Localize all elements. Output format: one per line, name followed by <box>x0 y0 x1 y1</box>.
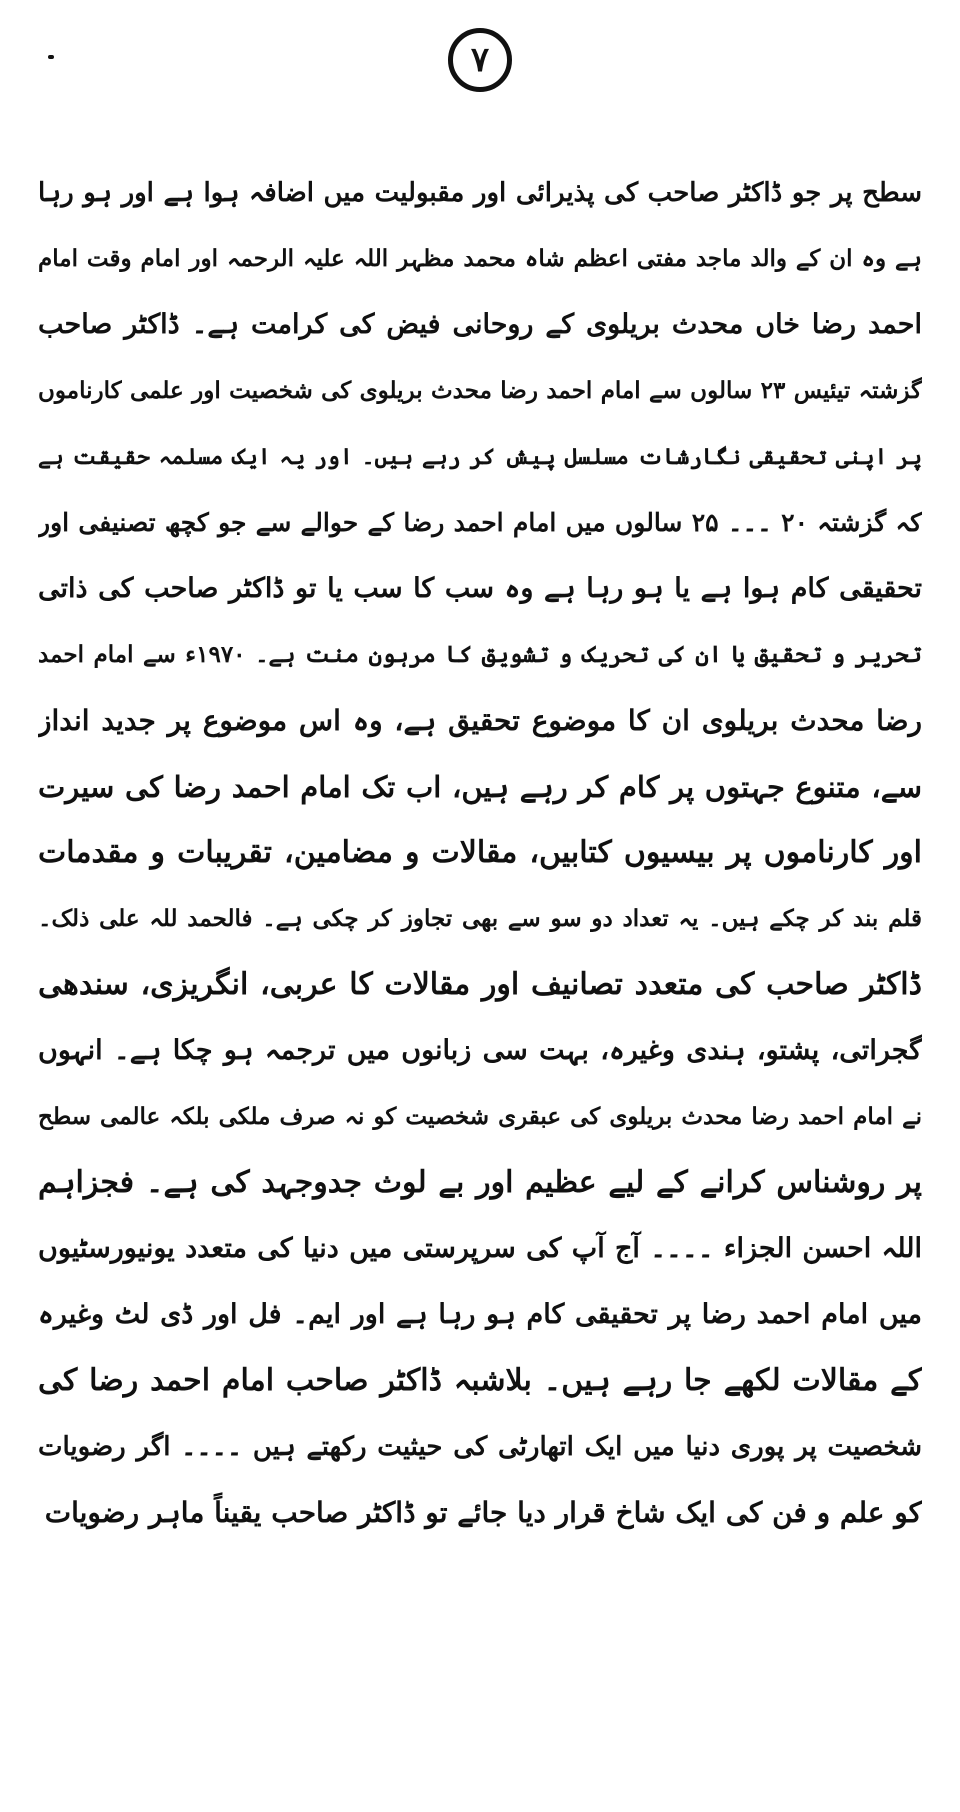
text-line-18: میں امام احمد رضا پر تحقیقی کام ہو رہا ہے اور ایم۔ فل اور ڈی لٹ وغیرہ <box>38 1299 922 1330</box>
text-line-8: تحریر و تحقیق یا ان کی تحریک و تشویق کا مرہون منت ہے۔ ۱۹۷۰ء سے امام احمد <box>38 641 922 668</box>
text-line-9: رضا محدث بریلوی ان کا موضوع تحقیق ہے، وہ اس موضوع پر جدید انداز <box>38 704 922 737</box>
text-line-4: گزشتہ تیئیس ۲۳ سالوں سے امام احمد رضا محدث بریلوی کی شخصیت اور علمی کارناموں <box>38 377 922 404</box>
text-line-12: قلم بند کر چکے ہیں۔ یہ تعداد دو سو سے بھی تجاوز کر چکی ہے۔ فالحمد للہ علی ذلک۔ <box>38 905 922 932</box>
text-line-16: پر روشناس کرانے کے لیے عظیم اور بے لوث جدوجہد کی ہے۔ فجزاہم <box>38 1165 922 1200</box>
text-line-15: نے امام احمد رضا محدث بریلوی کی عبقری شخصیت کو نہ صرف ملکی بلکہ عالمی سطح <box>38 1103 922 1130</box>
text-line-20: شخصیت پر پوری دنیا میں ایک اتھارٹی کی حیثیت رکھتے ہیں ۔۔۔۔ اگر رضویات <box>38 1432 922 1462</box>
text-line-11: اور کارناموں پر بیسیوں کتابیں، مقالات و مضامین، تقریبات و مقدمات <box>38 835 922 870</box>
urdu-paragraph <box>38 160 922 1546</box>
text-line-19: کے مقالات لکھے جا رہے ہیں۔ بلاشبہ ڈاکٹر صاحب امام احمد رضا کی <box>38 1363 922 1398</box>
text-line-2: ہے وہ ان کے والد ماجد مفتی اعظم شاہ محمد مظہر اللہ علیہ الرحمہ اور امام وقت امام <box>38 245 922 272</box>
text-line-3: احمد رضا خاں محدث بریلوی کے روحانی فیض کی کرامت ہے۔ ڈاکٹر صاحب <box>38 309 922 340</box>
text-line-7: تحقیقی کام ہوا ہے یا ہو رہا ہے وہ سب کا سب یا تو ڈاکٹر صاحب کی ذاتی <box>38 573 922 604</box>
text-line-10: سے، متنوع جہتوں پر کام کر رہے ہیں، اب تک امام احمد رضا کی سیرت <box>38 770 922 804</box>
text-line-17: اللہ احسن الجزاء ۔۔۔۔ آج آپ کی سرپرستی میں دنیا کی متعدد یونیورسٹیوں <box>38 1233 922 1264</box>
text-line-13: ڈاکٹر صاحب کی متعدد تصانیف اور مقالات کا عربی، انگریزی، سندھی <box>38 967 922 1002</box>
text-line-21: کو علم و فن کی ایک شاخ قرار دیا جائے تو ڈاکٹر صاحب یقیناً ماہر رضویات <box>44 1496 922 1529</box>
page-number: ۷ <box>470 40 490 80</box>
text-line-1: سطح پر جو ڈاکٹر صاحب کی پذیرائی اور مقبولیت میں اضافہ ہوا ہے اور ہو رہا <box>38 178 922 208</box>
text-line-5: پر اپنی تحقیقی نگارشات مسلسل پیش کر رہے ہیں۔ اور یہ ایک مسلمہ حقیقت ہے <box>38 444 922 470</box>
text-line-14: گجراتی، پشتو، ہندی وغیرہ، بہت سی زبانوں میں ترجمہ ہو چکا ہے۔ انہوں <box>38 1035 922 1066</box>
text-line-6: کہ گزشتہ ۲۰ ۔۔۔ ۲۵ سالوں میں امام احمد رضا کے حوالے سے جو کچھ تصنیفی اور <box>38 508 922 537</box>
scan-speck <box>48 55 54 59</box>
page-number-badge <box>448 28 512 92</box>
